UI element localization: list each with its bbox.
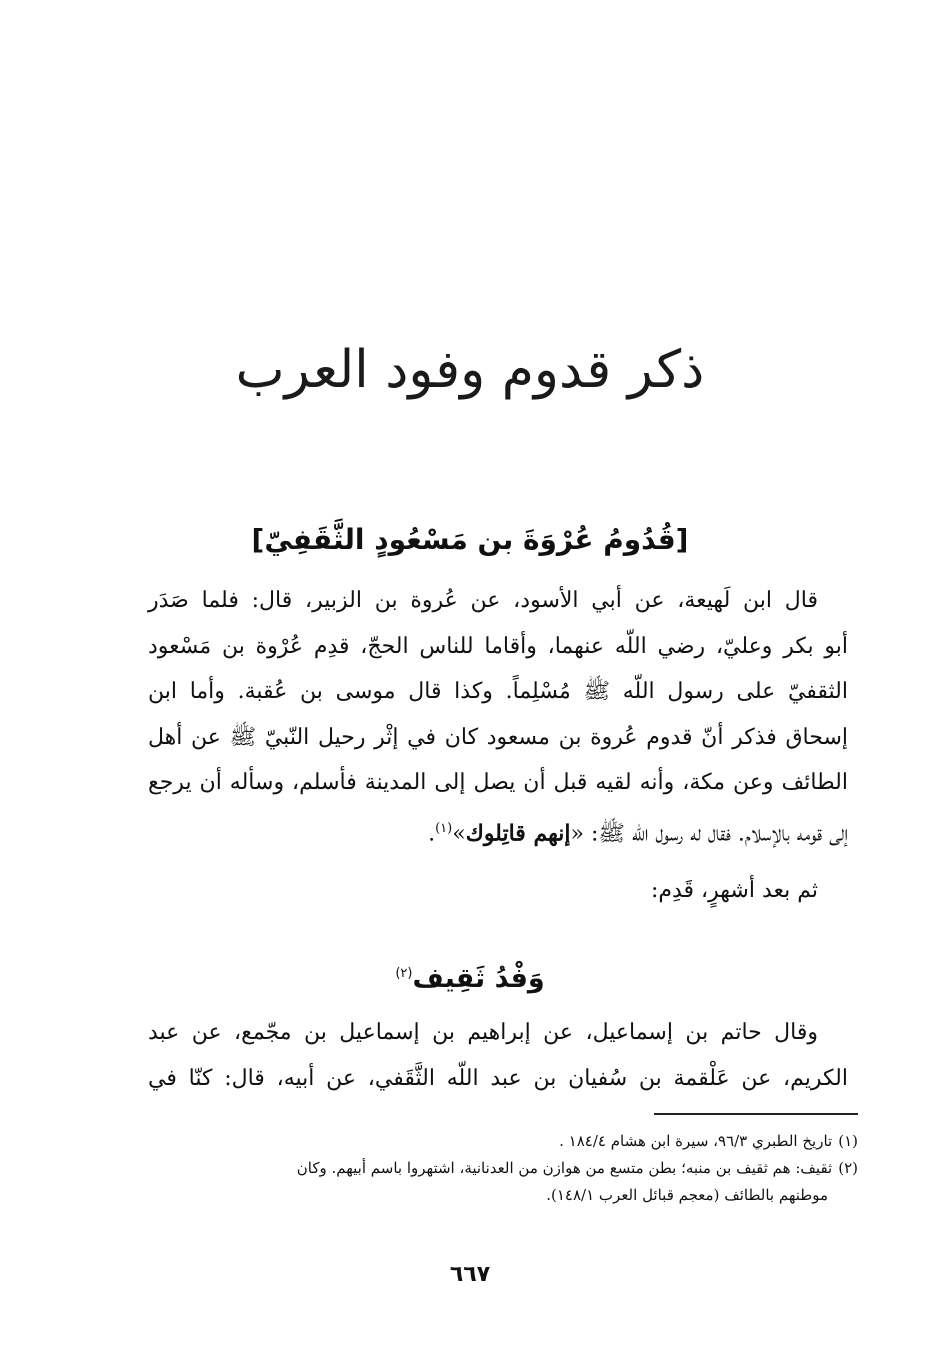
paragraph-line: قال ابن لَهيعة، عن أبي الأسود، عن عُروة بن الزبير، قال: فلما صَدَر	[148, 588, 818, 613]
footnote-ref-2: (٢)	[395, 966, 413, 981]
page-number: ٦٦٧	[449, 1262, 491, 1287]
section-paragraph-thaqif	[148, 1010, 848, 1101]
transition-line: ثم بعد أشهرٍ، قَدِم:	[650, 878, 818, 903]
footnote-text: تاريخ الطبري ٩٦/٣، سيرة ابن هشام ١٨٤/٤ .	[559, 1132, 833, 1150]
paragraph-line: وقال حاتم بن إسماعيل، عن إبراهيم بن إسماعيل بن مجّمع، عن عبد	[148, 1020, 818, 1045]
footnote-2	[148, 1155, 858, 1209]
last-line-end: .	[428, 820, 436, 846]
last-line-prefix: إلى قومه بالإسلام. فقال له رسول اللّه ﷺ: «	[570, 820, 848, 846]
section-paragraph-urwa	[148, 578, 848, 858]
section-heading-thaqif	[0, 952, 940, 1001]
paragraph-line: الكريم، عن عَلْقمة بن سُفيان بن عبد اللّه الثَّقَفي، عن أبيه، قال: كنّا في	[148, 1065, 848, 1091]
footnote-ref-1: (١)	[435, 820, 453, 836]
paragraph-line: إسحاق فذكر أنّ قدوم عُروة بن مسعود كان في إثْر رحيل النّبيّ ﷺ عن أهل	[148, 724, 848, 750]
footnote-continuation: موطنهم بالطائف (معجم قبائل العرب ١٤٨/١).	[546, 1186, 828, 1204]
footnote-number: (١)	[838, 1132, 858, 1150]
paragraph-line: الثقفيّ على رسول اللّه ﷺ مُسْلِماً. وكذا قال موسى بن عُقبة. وأما ابن	[148, 679, 848, 704]
paragraph-line: الطائف وعن مكة، وأنه لقيه قبل أن يصل إلى المدينة فأسلم، وسأله أن يرجع	[148, 770, 848, 795]
footnote-text: ثقيف: هم ثقيف بن منبه؛ بطن متسع من هوازن من العدنانية، اشتهروا باسم أبيهم. وكان	[296, 1159, 833, 1177]
section-heading-thaqif-text: وَفْدُ ثَقِيف	[412, 963, 545, 994]
chapter-title: ذكر قدوم وفود العرب	[235, 340, 705, 400]
footnote-1	[148, 1128, 858, 1155]
paragraph-last-line	[148, 806, 848, 857]
section-heading-urwa: [قُدُومُ عُرْوَةَ بن مَسْعُودٍ الثَّقَفِيّ]	[251, 523, 689, 556]
footnotes	[148, 1128, 858, 1209]
footnote-separator	[654, 1113, 858, 1115]
hadith-quote: إنهم قاتِلوك	[465, 819, 571, 846]
last-line-suffix: »	[452, 820, 466, 846]
paragraph-line: أبو بكر وعليّ، رضي اللّه عنهما، وأقاما للناس الحجّ، قدِم عُرْوة بن مَسْعود	[148, 633, 848, 659]
footnote-number: (٢)	[838, 1159, 858, 1177]
